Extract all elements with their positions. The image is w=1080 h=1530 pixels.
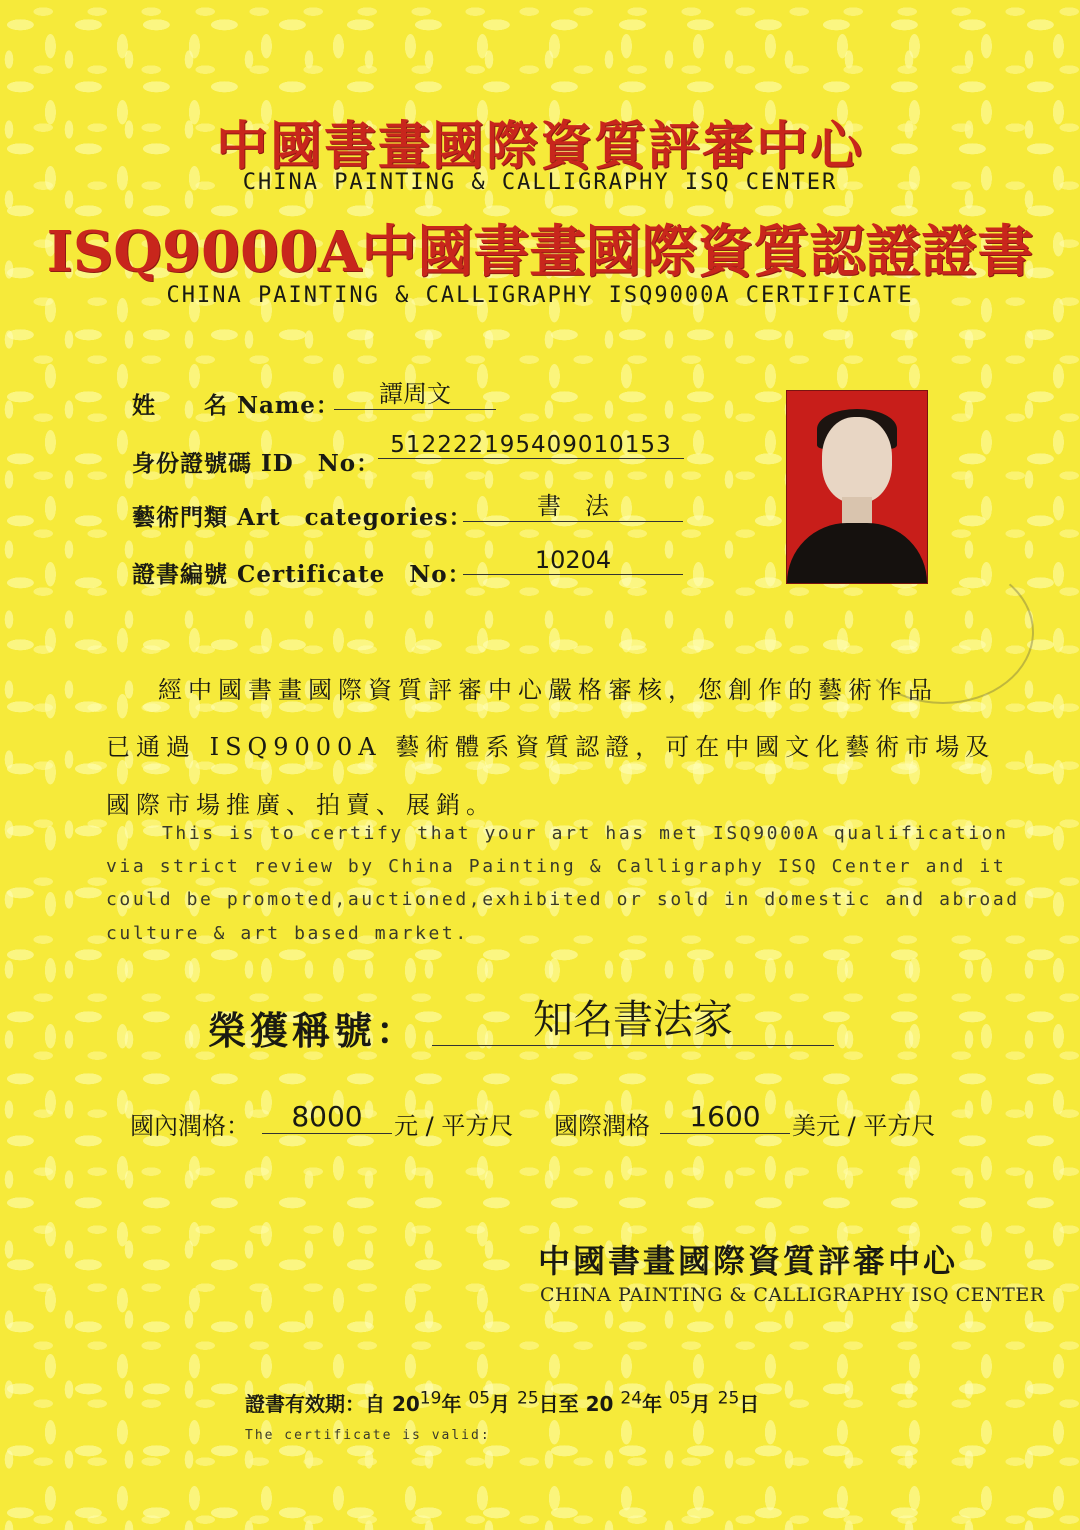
statement-en-line-2: via strict review by China Painting & Calligraphy ISQ Center and it (106, 856, 1007, 877)
category-value: 書 法 (463, 486, 683, 522)
name-value: 譚周文 (334, 374, 496, 410)
validity-to-label: 至 20 (558, 1392, 614, 1416)
year-char: 年 (441, 1392, 462, 1416)
validity-to-month: 05 (669, 1388, 691, 1409)
international-price-value: 1600 (660, 1100, 790, 1134)
holder-portrait-photo (786, 390, 928, 584)
validity-to-year: 24 (620, 1388, 643, 1409)
year-char: 年 (642, 1392, 663, 1416)
day-char: 日 (739, 1392, 760, 1416)
honor-title-value: 知名書法家 (432, 988, 834, 1046)
issuer-name-english: CHINA PAINTING & CALLIGRAPHY ISQ CENTER (540, 1284, 1045, 1306)
validity-from-year: 19 (419, 1388, 442, 1409)
month-char: 月 (690, 1392, 711, 1416)
statement-zh-line-1: 經中國書畫國際資質評審中心嚴格審核，您創作的藝術作品 (158, 676, 938, 704)
validity-from-month: 05 (468, 1388, 491, 1409)
name-label: 姓 名 Name： (132, 392, 340, 419)
validity-period (245, 1388, 759, 1417)
id-value: 512222195409010153 (378, 432, 684, 459)
certificate-title-chinese: ISQ9000A中國書畫國際資質認證證書 (46, 219, 1034, 285)
statement-en-line-1: This is to certify that your art has met ISQ9000A qualification (162, 823, 1009, 844)
month-char: 月 (490, 1392, 511, 1416)
certificate-number-label: 證書編號 Certificate No： (132, 561, 472, 588)
photo-face (822, 417, 892, 503)
international-price-unit: 美元 / 平方尺 (792, 1112, 936, 1140)
validity-from-day: 25 (517, 1388, 539, 1409)
honor-title-label: 榮獲稱號： (208, 1008, 419, 1053)
category-label: 藝術門類 Art categories： (132, 504, 473, 531)
validity-label-english: The certificate is valid: (245, 1428, 491, 1443)
statement-zh-line-2: 已通過 ISQ9000A 藝術體系資質認證，可在中國文化藝術市場及 (106, 733, 996, 761)
certificate-title-english: CHINA PAINTING & CALLIGRAPHY ISQ9000A CERTIFICATE (166, 283, 914, 308)
id-label: 身份證號碼 ID No： (132, 450, 381, 477)
international-price-label: 國際潤格 (554, 1112, 650, 1140)
day-char: 日 (538, 1392, 559, 1416)
statement-en-line-3: could be promoted,auctioned,exhibited or sold in domestic and abroad (106, 889, 1020, 910)
validity-to-day: 25 (717, 1388, 740, 1409)
center-title-english: CHINA PAINTING & CALLIGRAPHY ISQ CENTER (242, 170, 838, 195)
certificate-number-value: 10204 (463, 546, 683, 575)
statement-zh-line-3: 國際市場推廣、拍賣、展銷。 (106, 791, 496, 819)
center-title-chinese: 中國書畫國際資質評審中心 (215, 116, 864, 177)
domestic-price-value: 8000 (262, 1100, 392, 1134)
statement-en-line-4: culture & art based market. (106, 923, 469, 944)
validity-label: 證書有效期：自 20 (245, 1392, 420, 1416)
issuer-name-chinese: 中國書畫國際資質評審中心 (538, 1242, 959, 1280)
domestic-price-unit: 元 / 平方尺 (394, 1112, 514, 1140)
domestic-price-label: 國內潤格： (130, 1112, 250, 1140)
